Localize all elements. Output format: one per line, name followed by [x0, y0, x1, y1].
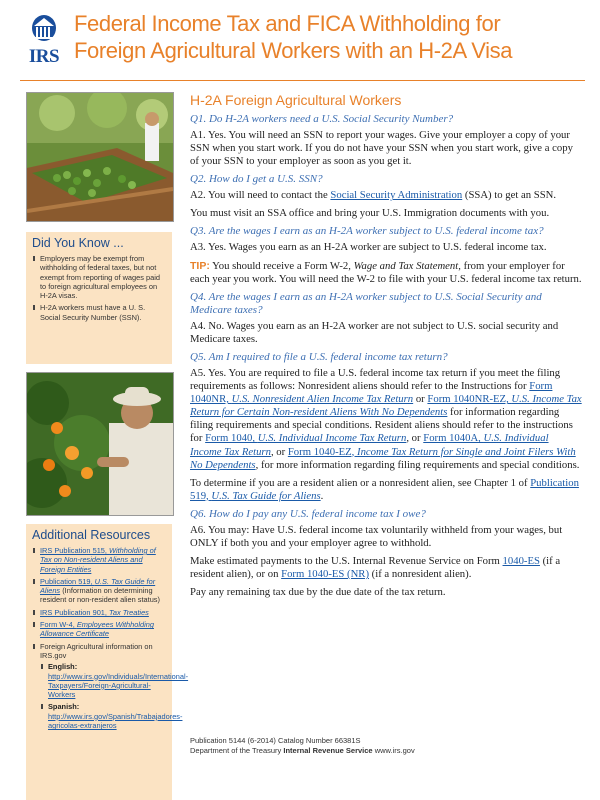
answer-6-estimated: Make estimated payments to the U.S. Internal Revenue Service on Form 1040-ES (if a resident alien), or on Form 1040-ES (NR) (if a nonresident alien).	[190, 555, 561, 581]
english-label: English:	[48, 662, 78, 672]
question-6: Q6. How do I pay any U.S. federal income tax I owe?	[190, 507, 426, 520]
answer-5-note: To determine if you are a resident alien or a nonresident alien, see Chapter 1 of Publication 519, U.S. Tax Guide for Aliens.	[190, 476, 579, 502]
form-1040-es-nr-link[interactable]: Form 1040-ES (NR)	[281, 568, 369, 581]
english-url-link[interactable]: http://www.irs.gov/Individuals/International-Taxpayers/Foreign-Agricultural-Workers	[48, 671, 189, 700]
page-footer	[190, 736, 582, 756]
title-line-1: Federal Income Tax and FICA Withholding for	[74, 11, 501, 36]
form-1040-es-link[interactable]: 1040-ES	[502, 555, 540, 568]
additional-resources-box	[26, 524, 189, 800]
page-header	[0, 0, 600, 82]
question-2: Q2. How do I get a U.S. SSN?	[190, 173, 323, 186]
list-item	[32, 641, 189, 731]
question-1: Q1. Do H-2A workers need a U.S. Social Security Number?	[190, 113, 454, 125]
vegetable-crates-photo	[26, 92, 174, 222]
main-content	[190, 92, 582, 604]
foreign-agricultural-info-label: Foreign Agricultural information on IRS.gov	[40, 641, 153, 660]
list-item	[32, 608, 166, 617]
list-item	[32, 620, 166, 639]
answer-2: A2. You will need to contact the Social Security Administration (SSA) to get an SSN.	[190, 189, 557, 202]
answer-5: A5. Yes. You are required to file a U.S. federal income tax return if you meet the filing requirements as follows: Nonresident aliens should refer to the Instructions for Form 1040NR, U.S. Nonresident Alien Income Tax Return or Form 1040NR-EZ, U.S. Income Tax Return for Certain Non-resident Aliens With No Dependents for information regarding filing requirements and special conditions. Resident aliens should refer to the instructions for Form 1040, U.S. Individual Income Tax Return, or Form 1040A, U.S. Individual Income Tax Return, or Form 1040-EZ, Income Tax Return for Single and Joint Filers With No Dependents, for more information regarding filing requirements and special conditions.	[190, 366, 582, 471]
logo-text: IRS	[28, 46, 60, 67]
answer-3: A3. Yes. Wages you earn as an H-2A worker are subject to U.S. federal income tax.	[190, 241, 547, 254]
tip-paragraph: TIP: You should receive a Form W-2, Wage and Tax Statement, from your employer for each year you work. You will need the W-2 to file with your U.S. federal income tax return.	[190, 259, 582, 285]
ssa-link[interactable]: Social Security Administration	[330, 189, 463, 202]
list-item: Employers may be exempt from withholding of federal taxes, but not exempt from reporting of wages paid to foreign agricultural employees on H-2A visas.	[32, 254, 166, 300]
department-line: Department of the Treasury Internal Revenue Service www.irs.gov	[190, 746, 415, 755]
list-item	[32, 546, 166, 574]
spanish-label: Spanish:	[48, 702, 80, 712]
irs-logo	[22, 14, 64, 74]
spanish-resource	[40, 702, 183, 731]
list-item	[32, 577, 166, 605]
question-4: Q4. Are the wages I earn as an H-2A worker subject to U.S. Social Security and Medicare taxes?	[190, 290, 542, 316]
form-1040nr-ez-link[interactable]: Form 1040NR-EZ, U.S. Income Tax Return for Certain Non-resident Aliens With No Dependents	[190, 393, 582, 419]
form-1040nr-link[interactable]: Form 1040NR, U.S. Nonresident Alien Income Tax Return	[190, 380, 553, 406]
publication-number: Publication 5144 (6-2014) Catalog Number 66381S	[190, 736, 361, 745]
worker-oranges-photo	[26, 372, 174, 516]
form-1040-link[interactable]: Form 1040, U.S. Individual Income Tax Return	[205, 432, 407, 445]
section-heading: H-2A Foreign Agricultural Workers	[190, 92, 402, 108]
page-title	[74, 10, 594, 64]
spanish-url-link[interactable]: http://www.irs.gov/Spanish/Trabajadores-agricolas-extranjeros	[48, 711, 183, 731]
did-you-know-box	[26, 232, 172, 364]
form-w4-link[interactable]: Form W-4, Employees Withholding Allowance Certificate	[40, 620, 154, 639]
question-3: Q3. Are the wages I earn as an H-2A worker subject to U.S. federal income tax?	[190, 225, 544, 238]
english-resource	[40, 662, 189, 700]
list-item: H-2A workers must have a U. S. Social Security Number (SSN).	[32, 303, 166, 322]
did-you-know-list	[32, 254, 166, 322]
answer-1: A1. Yes. You will need an SSN to report your wages. Give your employer a copy of your SSN when you start work. If you do not have your SSN when you start work, give a copy of your SSN to your employer as soon as you get it.	[190, 129, 573, 168]
publication-519-note: (Information on determining resident or non-resident alien status)	[40, 586, 160, 605]
answer-6-remaining: Pay any remaining tax due by the due date of the tax return.	[190, 586, 446, 599]
tip-label: TIP:	[190, 259, 210, 272]
answer-4: A4. No. Wages you earn as an H-2A worker are not subject to U.S. social security and Medicare taxes.	[190, 319, 559, 345]
publication-519-link[interactable]: Publication 519, U.S. Tax Guide for Aliens	[40, 576, 156, 596]
did-you-know-heading: Did You Know ...	[32, 236, 124, 250]
title-line-2: Foreign Agricultural Workers with an H-2A Visa	[74, 38, 513, 63]
sidebar	[26, 92, 189, 800]
form-1040a-link[interactable]: Form 1040A, U.S. Individual Income Tax Return	[190, 432, 549, 458]
additional-resources-heading: Additional Resources	[32, 528, 151, 542]
question-5: Q5. Am I required to file a U.S. federal income tax return?	[190, 350, 448, 363]
language-links	[40, 662, 189, 731]
publication-901-link[interactable]: IRS Publication 901, Tax Treaties	[40, 607, 149, 617]
header-rule	[20, 80, 585, 81]
answer-2-note: You must visit an SSA office and bring your U.S. Immigration documents with you.	[190, 207, 550, 220]
form-1040-ez-link[interactable]: Form 1040-EZ, Income Tax Return for Single and Joint Filers With No Dependents	[190, 445, 576, 471]
publication-519-main-link[interactable]: Publication 519, U.S. Tax Guide for Aliens	[190, 476, 579, 502]
additional-resources-list	[32, 546, 189, 731]
publication-515-link[interactable]: IRS Publication 515, Withholding of Tax on Non-resident Aliens and Foreign Entities	[40, 546, 156, 574]
answer-6: A6. You may: Have U.S. federal income tax voluntarily withheld from your wages, but ONLY if both you and your employer agree to withhold.	[190, 523, 563, 549]
